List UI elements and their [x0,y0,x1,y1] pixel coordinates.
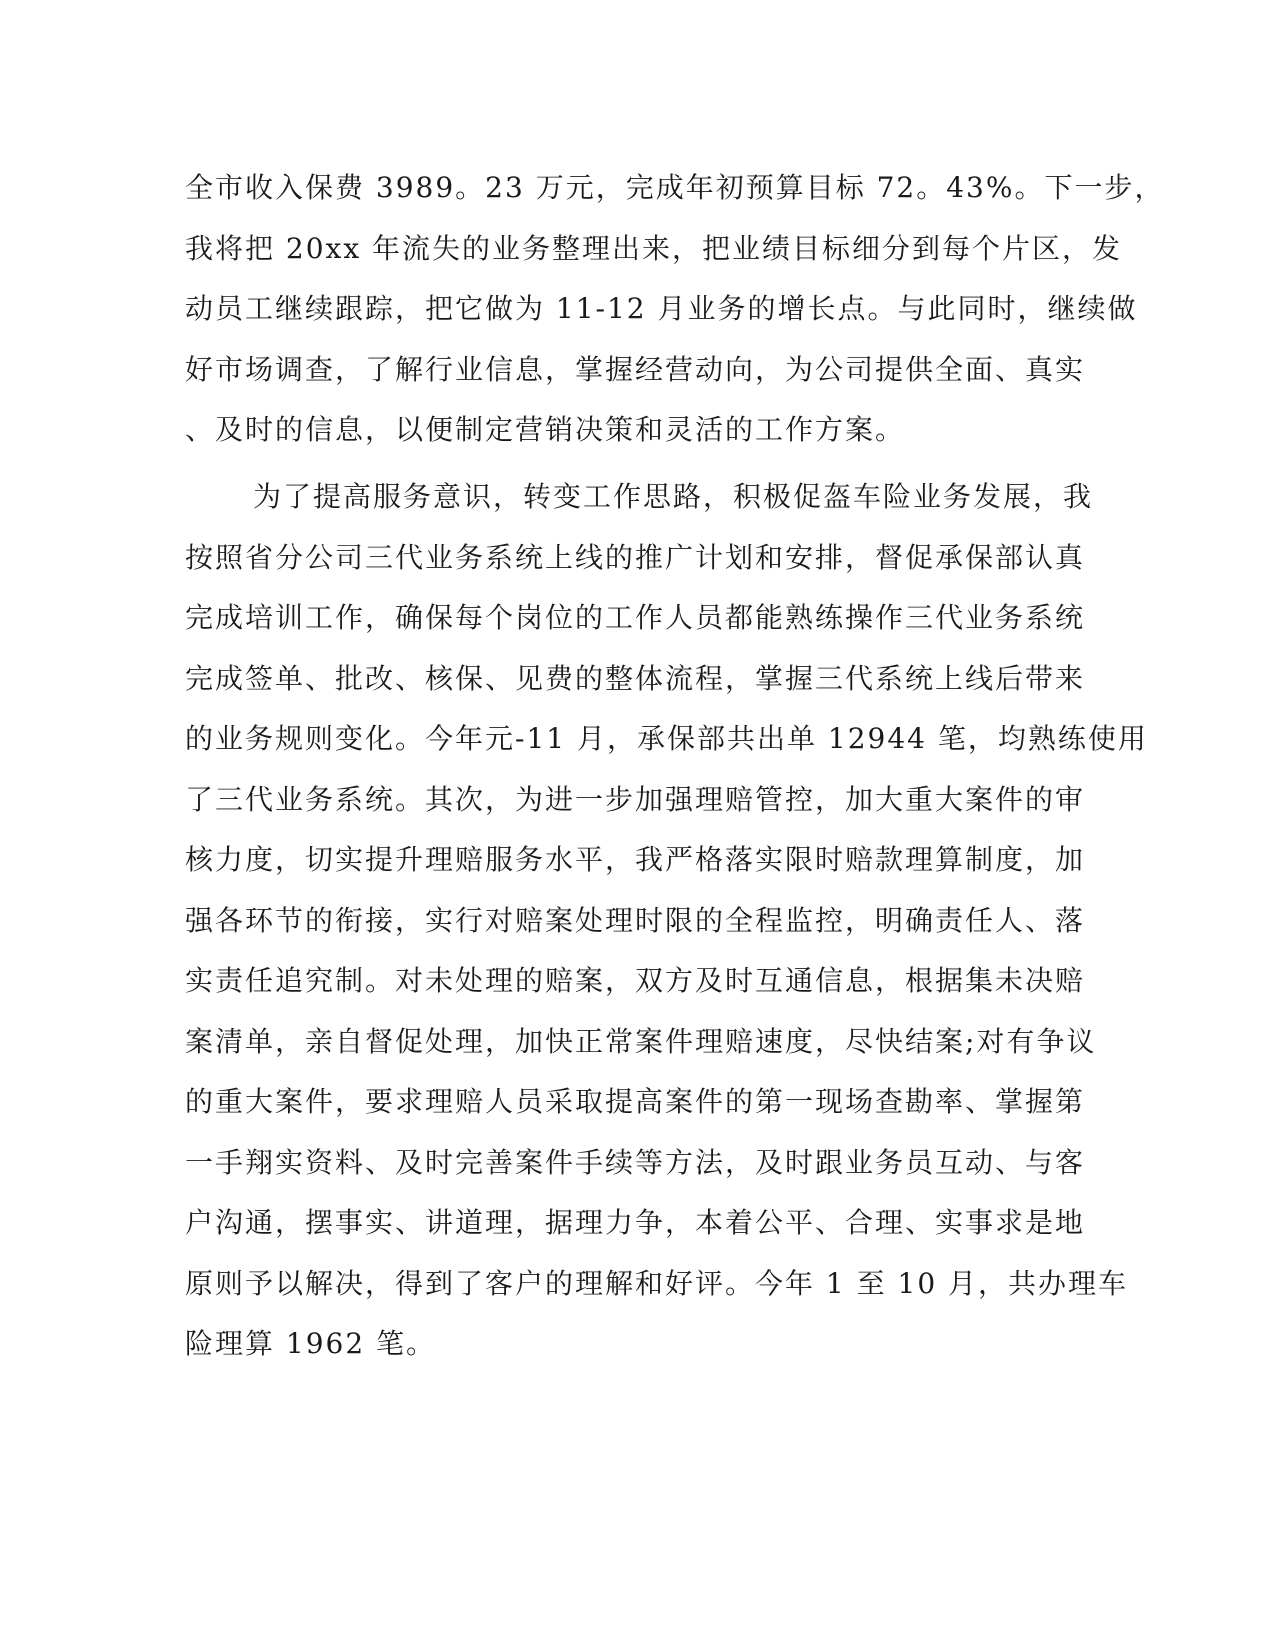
paragraph-1 [185,158,1165,461]
paragraph-line: 动员工继续跟踪，把它做为 11-12 月业务的增长点。与此同时，继续做 [185,292,1138,325]
paragraph-line: 案清单，亲自督促处理，加快正常案件理赔速度，尽快结案;对有争议 [185,1024,1097,1058]
paragraph-line: 好市场调查，了解行业信息，掌握经营动向，为公司提供全面、真实 [185,352,1086,386]
paragraph-line: 强各环节的衔接，实行对赔案处理时限的全程监控，明确责任人、落 [185,903,1086,937]
paragraph-line: 一手翔实资料、及时完善案件手续等方法，及时跟业务员互动、与客 [185,1145,1086,1179]
paragraph-line: 户沟通，摆事实、讲道理，据理力争，本着公平、合理、实事求是地 [185,1206,1086,1239]
paragraph-line: 按照省分公司三代业务系统上线的推广计划和安排，督促承保部认真 [185,540,1086,574]
paragraph-line: 的重大案件，要求理赔人员采取提高案件的第一现场查勘率、掌握第 [185,1085,1086,1118]
paragraph-2 [185,467,1148,1375]
paragraph-line: 了三代业务系统。其次，为进一步加强理赔管控，加大重大案件的审 [185,782,1086,816]
paragraph-line: 实责任追究制。对未处理的赔案，双方及时互通信息，根据集未决赔 [185,964,1086,997]
paragraph-line: 完成培训工作，确保每个岗位的工作人员都能熟练操作三代业务系统 [185,601,1086,634]
paragraph-line: 为了提高服务意识，转变工作思路，积极促盔车险业务发展，我 [253,480,1094,513]
paragraph-line: 原则予以解决，得到了客户的理解和好评。今年 1 至 10 月，共办理车 [185,1266,1129,1300]
paragraph-line: 我将把 20xx 年流失的业务整理出来，把业绩目标细分到每个片区，发 [185,231,1123,265]
paragraph-line: 全市收入保费 3989。23 万元，完成年初预算目标 72。43%。下一步， [185,171,1165,204]
paragraph-line: 完成签单、批改、核保、见费的整体流程，掌握三代系统上线后带来 [185,661,1086,695]
paragraph-line: 的业务规则变化。今年元-11 月，承保部共出单 12944 笔，均熟练使用 [185,722,1148,755]
paragraph-line: 核力度，切实提升理赔服务水平，我严格落实限时赔款理算制度，加 [185,843,1086,876]
paragraph-line: 险理算 1962 笔。 [185,1327,437,1360]
paragraph-line: 、及时的信息，以便制定营销决策和灵活的工作方案。 [185,413,906,446]
